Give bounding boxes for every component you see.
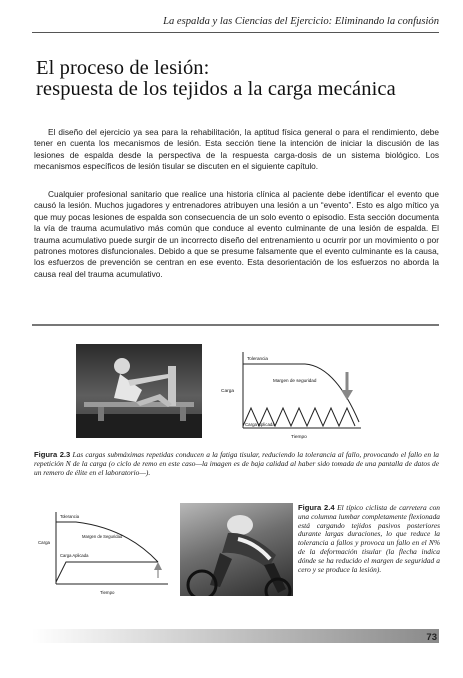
chart-b-safety-margin-label: Margen de Seguridad xyxy=(82,534,123,539)
figure-2-4-caption-text: El típico ciclista de carretera con una columna lumbar completamente flexionada está cargando tejidos pasivos posteriores durante largas duraciones, lo que reduce la tolerancia a fallos y provoca un fallo en el N% de la deformación tisular (la flecha indica dónde se ha reducido el margen de seguridad a cero y se produce la lesión). xyxy=(298,503,440,574)
chart-a-failure-arrow-head xyxy=(341,390,353,400)
chart-a-applied-load-label: Carga Aplicada xyxy=(245,422,275,427)
chapter-title xyxy=(36,58,436,100)
chart-b-tolerance-label: Tolerancia xyxy=(60,514,80,519)
figure-2-3-label: Figura 2.3 xyxy=(34,450,71,459)
rower-illustration xyxy=(76,344,202,438)
fatigue-tolerance-chart-cycling xyxy=(36,506,172,600)
cyclist-illustration xyxy=(180,503,293,596)
figure-2-4-label: Figura 2.4 xyxy=(298,503,335,512)
body-paragraph-2: Cualquier profesional sanitario que realice una historia clínica al paciente debe identificar el evento que causó la lesión. Muchos jugadores y entrenadores atribuyen una lesión a un “evento”. Esto es algo mítico ya que muy pocas lesiones de espalda son consecuencia de un solo evento o episodio. Esta sección documenta la vía de trauma acumulativo más común que conduce al evento culminante de una lesión de espalda. El trauma acumulativo puede surgir de un incorrecto diseño del entrenamiento u ocurrir por un movimiento o por patrones motores disfuncionales. Debido a que se presume falsamente que el evento culminante es la causa, los esfuerzos de prevención se centran en ese evento. Esta desorientación de los esfuerzos no aborda la causa real del trauma acumulativo. xyxy=(34,189,439,279)
chart-a-tolerance-label: Tolerancia xyxy=(247,356,268,361)
chart-b-applied-load-label: Carga Aplicada xyxy=(60,553,89,558)
body-paragraph-1: El diseño del ejercicio ya sea para la rehabilitación, la aptitud física general o para el rendimiento, debe tener en cuenta los mecanismos de lesión. Esta sección tiene la intención de iniciar la discusión de las lesiones de espalda desde la perspectiva de la respuesta carga-dosis de un sistema biológico. Los mecanismos específicos de lesión tisular se discuten en el siguiente capítulo. xyxy=(34,127,439,172)
header-rule xyxy=(32,32,439,33)
figure-2-3-caption-text: Las cargas submáximas repetidas conducen a la fatiga tisular, reduciendo la tolerancia al fallo, provocando el fallo en la repetición N de la carga (o ciclo de remo en este caso—la imagen es de baja calidad al haber sido tomada de una pantalla de datos de un remero de élite en el laboratorio—). xyxy=(34,450,439,477)
chart-a-load-axis-label: Carga xyxy=(221,389,235,394)
chapter-title-line2: respuesta de los tejidos a la carga mecánica xyxy=(36,78,396,100)
running-header: La espalda y las Ciencias del Ejercicio: Eliminando la confusión xyxy=(163,16,439,27)
chart-b-failure-arrow-head xyxy=(154,562,162,570)
rower-photo xyxy=(76,344,202,438)
fatigue-tolerance-chart-rowing xyxy=(213,346,365,442)
chart-a-safety-margin-label: Margen de seguridad xyxy=(273,378,317,383)
chart-b-time-axis-label: Tiempo xyxy=(100,590,115,595)
page-number: 73 xyxy=(426,632,437,643)
chapter-title-line1: El proceso de lesión: xyxy=(36,57,210,79)
chart-b-load-axis-label: Carga xyxy=(38,540,50,545)
section-divider xyxy=(32,324,439,326)
figure-2-3-caption xyxy=(34,451,439,477)
figure-2-4-caption xyxy=(298,504,440,574)
chart-b-applied-load-line xyxy=(56,562,158,582)
chart-a-time-axis-label: Tiempo xyxy=(291,435,307,440)
footer-gradient-bar xyxy=(32,629,439,643)
cyclist-photo xyxy=(180,503,293,596)
